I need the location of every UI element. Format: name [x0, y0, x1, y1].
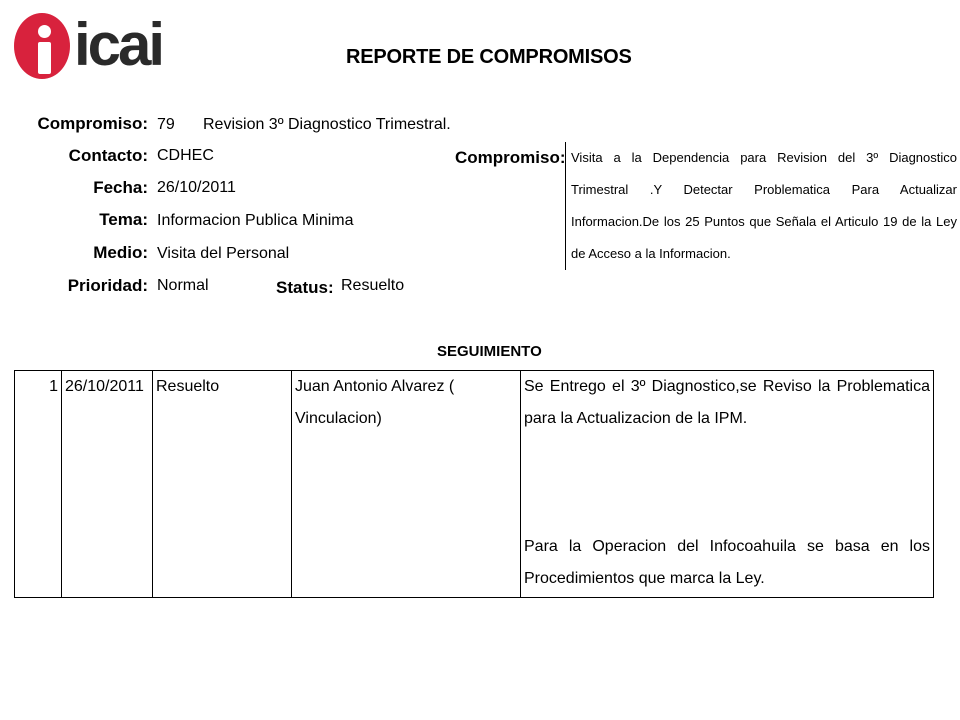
tema-value: Informacion Publica Minima — [157, 212, 354, 229]
seguimiento-table — [14, 370, 934, 598]
prioridad-value: Normal — [157, 277, 209, 294]
logo-i-circle — [14, 13, 70, 79]
table-row — [15, 371, 934, 598]
row-description-part-2: Para la Operacion del Infocoahuila se basa en los Procedimientos que marca la Ley. — [524, 538, 930, 587]
compromiso-label: Compromiso: — [37, 114, 148, 133]
row-description — [521, 371, 934, 598]
row-status: Resuelto — [153, 371, 292, 598]
compromiso-description: Visita a la Dependencia para Revision del 3º Diagnostico Trimestral .Y Detectar Problematica Para Actualizar Informacion.De los 25 Puntos que Señala el Articulo 19 de la Ley de Acceso a la Informacion. — [565, 142, 957, 270]
tema-label: Tema: — [99, 210, 148, 229]
medio-value: Visita del Personal — [157, 245, 290, 262]
report-title: REPORTE DE COMPROMISOS — [346, 46, 632, 68]
medio-label: Medio: — [93, 243, 148, 262]
logo-i-dot — [38, 25, 51, 38]
status-value: Resuelto — [341, 277, 405, 294]
fecha-label: Fecha: — [93, 178, 148, 197]
row-description-part-1: Se Entrego el 3º Diagnostico,se Reviso la Problematica para la Actualizacion de la IPM. — [524, 378, 930, 427]
logo-text: icai — [74, 11, 163, 78]
logo-i-stem — [38, 42, 51, 74]
row-number: 1 — [15, 371, 62, 598]
row-responsable: Juan Antonio Alvarez ( Vinculacion) — [292, 371, 521, 598]
row-date: 26/10/2011 — [62, 371, 153, 598]
prioridad-label: Prioridad: — [67, 276, 148, 295]
contacto-value: CDHEC — [157, 147, 214, 164]
fecha-value: 26/10/2011 — [157, 179, 236, 196]
status-label: Status: — [276, 278, 334, 297]
seguimiento-title: SEGUIMIENTO — [437, 343, 542, 360]
compromiso-desc-label: Compromiso: — [455, 148, 566, 167]
compromiso-name: Revision 3º Diagnostico Trimestral. — [203, 116, 451, 133]
compromiso-number: 79 — [157, 116, 175, 133]
icai-logo — [12, 10, 162, 82]
contacto-label: Contacto: — [68, 146, 148, 165]
